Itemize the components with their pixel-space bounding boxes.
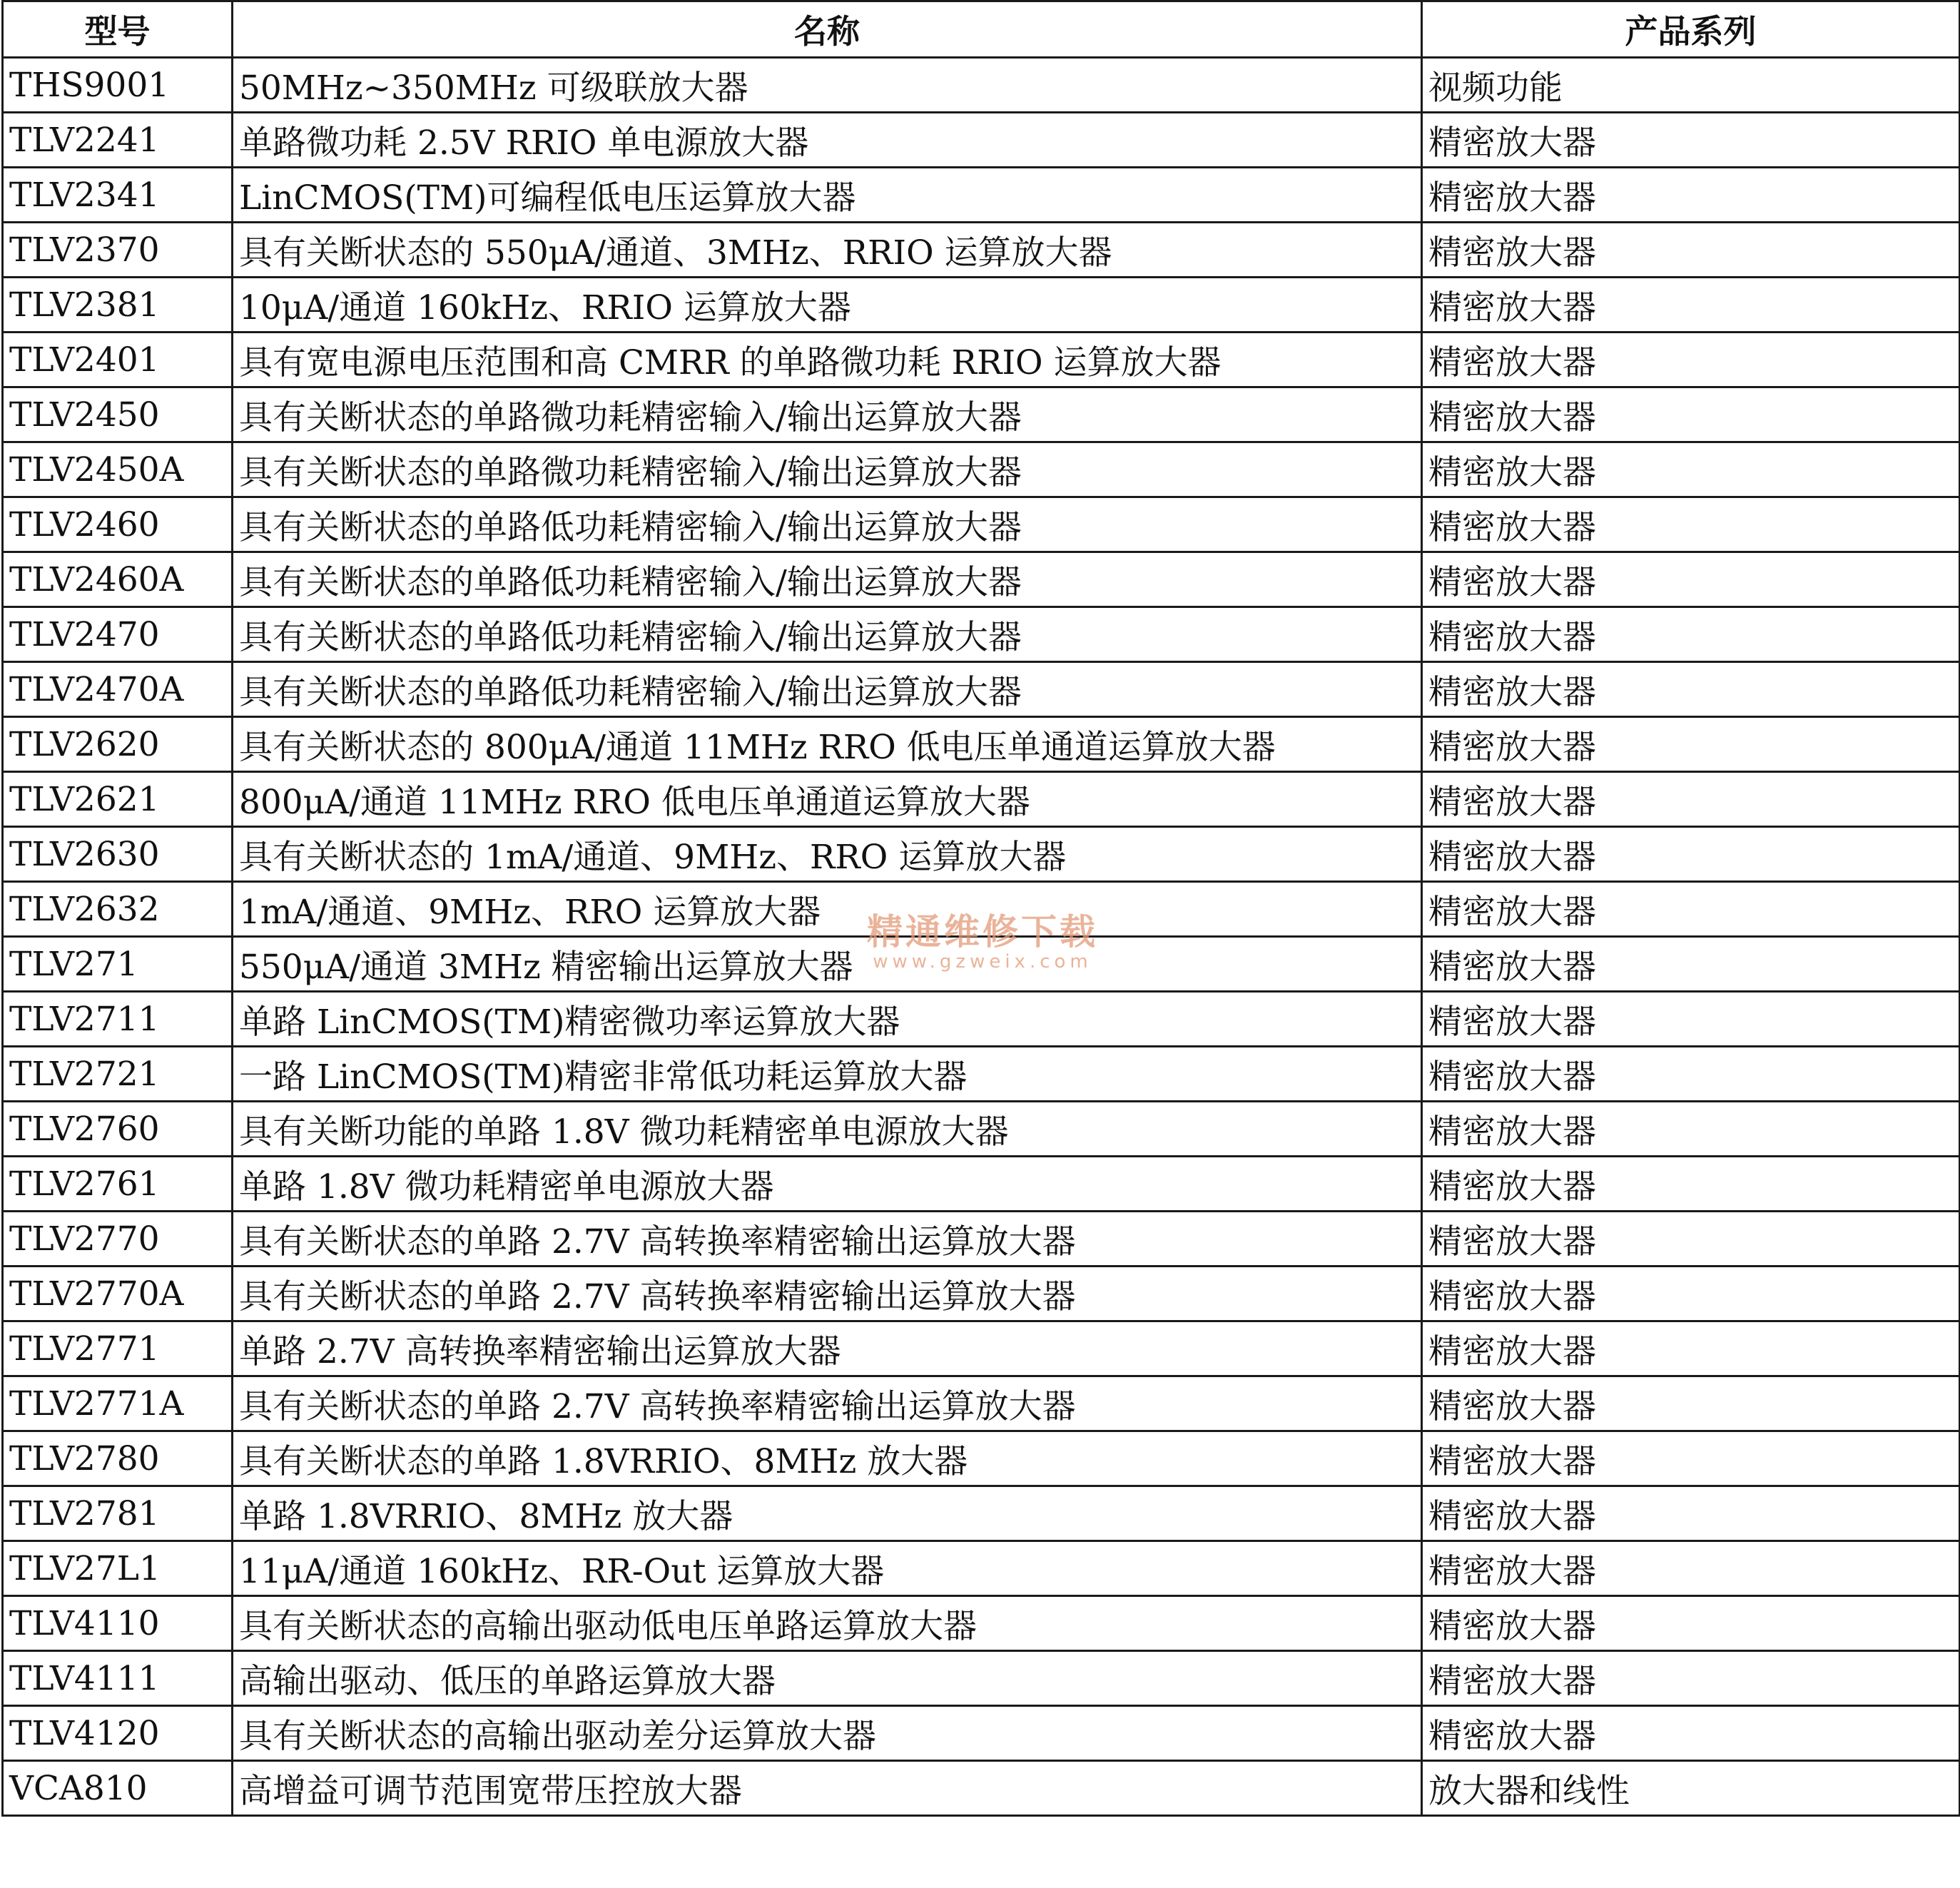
series-cell: 精密放大器 [1422, 1431, 1960, 1486]
model-cell: TLV2620 [3, 717, 233, 772]
model-cell: TLV2780 [3, 1431, 233, 1486]
table-row [3, 58, 1960, 113]
table-row [3, 168, 1960, 223]
series-cell: 精密放大器 [1422, 1376, 1960, 1431]
name-cell: 一路 LinCMOS(TM)精密非常低功耗运算放大器 [233, 1047, 1422, 1102]
name-cell: 具有宽电源电压范围和高 CMRR 的单路微功耗 RRIO 运算放大器 [233, 333, 1422, 387]
name-cell: 具有关断状态的单路低功耗精密输入/输出运算放大器 [233, 662, 1422, 717]
table-row [3, 278, 1960, 333]
series-cell: 精密放大器 [1422, 1706, 1960, 1761]
model-cell: TLV2621 [3, 772, 233, 827]
model-cell: TLV4120 [3, 1706, 233, 1761]
model-cell: TLV2771A [3, 1376, 233, 1431]
table-row [3, 937, 1960, 992]
name-cell: 具有关断状态的单路 2.7V 高转换率精密输出运算放大器 [233, 1376, 1422, 1431]
model-cell: TLV27L1 [3, 1541, 233, 1596]
table-row [3, 1486, 1960, 1541]
name-cell: 单路 1.8VRRIO、8MHz 放大器 [233, 1486, 1422, 1541]
model-cell: TLV2781 [3, 1486, 233, 1541]
table-row [3, 1596, 1960, 1651]
series-cell: 精密放大器 [1422, 552, 1960, 607]
series-cell: 精密放大器 [1422, 937, 1960, 992]
series-cell: 精密放大器 [1422, 827, 1960, 882]
table-row [3, 1102, 1960, 1157]
series-cell: 精密放大器 [1422, 223, 1960, 278]
series-cell: 放大器和线性 [1422, 1761, 1960, 1816]
series-cell: 精密放大器 [1422, 1047, 1960, 1102]
model-cell: TLV2241 [3, 113, 233, 168]
name-cell: 具有关断状态的单路低功耗精密输入/输出运算放大器 [233, 497, 1422, 552]
name-cell: 单路微功耗 2.5V RRIO 单电源放大器 [233, 113, 1422, 168]
series-cell: 精密放大器 [1422, 772, 1960, 827]
series-cell: 精密放大器 [1422, 168, 1960, 223]
model-cell: TLV2381 [3, 278, 233, 333]
model-cell: TLV2711 [3, 992, 233, 1047]
model-cell: TLV2470A [3, 662, 233, 717]
model-cell: TLV2341 [3, 168, 233, 223]
name-cell: 800μA/通道 11MHz RRO 低电压单通道运算放大器 [233, 772, 1422, 827]
table-row [3, 607, 1960, 662]
table-row [3, 772, 1960, 827]
table-row [3, 1376, 1960, 1431]
table-body [3, 58, 1960, 1816]
name-cell: 50MHz~350MHz 可级联放大器 [233, 58, 1422, 113]
table-row [3, 1267, 1960, 1321]
name-cell: 具有关断状态的 800μA/通道 11MHz RRO 低电压单通道运算放大器 [233, 717, 1422, 772]
model-cell: TLV2761 [3, 1157, 233, 1212]
name-cell: 单路 1.8V 微功耗精密单电源放大器 [233, 1157, 1422, 1212]
table-row [3, 1047, 1960, 1102]
header-series: 产品系列 [1422, 1, 1960, 58]
name-cell: 具有关断状态的单路 1.8VRRIO、8MHz 放大器 [233, 1431, 1422, 1486]
model-cell: TLV2450 [3, 387, 233, 442]
series-cell: 精密放大器 [1422, 333, 1960, 387]
model-cell: TLV2770A [3, 1267, 233, 1321]
name-cell: 高增益可调节范围宽带压控放大器 [233, 1761, 1422, 1816]
watermark-title: 精通维修下载 [867, 911, 1098, 953]
table-header [3, 1, 1960, 58]
table-row [3, 223, 1960, 278]
name-cell: 高输出驱动、低压的单路运算放大器 [233, 1651, 1422, 1706]
amplifier-spec-table [1, 0, 1960, 1817]
series-cell: 精密放大器 [1422, 113, 1960, 168]
table-row [3, 1651, 1960, 1706]
model-cell: TLV2630 [3, 827, 233, 882]
model-cell: TLV2470 [3, 607, 233, 662]
table-row [3, 1761, 1960, 1816]
name-cell: 具有关断状态的单路低功耗精密输入/输出运算放大器 [233, 552, 1422, 607]
header-model: 型号 [3, 1, 233, 58]
series-cell: 精密放大器 [1422, 1267, 1960, 1321]
name-cell: LinCMOS(TM)可编程低电压运算放大器 [233, 168, 1422, 223]
model-cell: TLV2370 [3, 223, 233, 278]
watermark-url: www.gzweix.com [873, 951, 1092, 973]
model-cell: TLV4111 [3, 1651, 233, 1706]
table-row [3, 1706, 1960, 1761]
model-cell: TLV4110 [3, 1596, 233, 1651]
model-cell: TLV2460A [3, 552, 233, 607]
series-cell: 视频功能 [1422, 58, 1960, 113]
table-row [3, 882, 1960, 937]
name-cell: 550μA/通道 3MHz 精密输出运算放大器 [233, 937, 1422, 992]
name-cell: 具有关断状态的单路微功耗精密输入/输出运算放大器 [233, 387, 1422, 442]
table-row [3, 113, 1960, 168]
table-row [3, 497, 1960, 552]
series-cell: 精密放大器 [1422, 1541, 1960, 1596]
series-cell: 精密放大器 [1422, 278, 1960, 333]
series-cell: 精密放大器 [1422, 387, 1960, 442]
name-cell: 具有关断状态的单路微功耗精密输入/输出运算放大器 [233, 442, 1422, 497]
series-cell: 精密放大器 [1422, 1212, 1960, 1267]
table-row [3, 1212, 1960, 1267]
table-row [3, 442, 1960, 497]
table-row [3, 552, 1960, 607]
model-cell: TLV2460 [3, 497, 233, 552]
model-cell: TLV2760 [3, 1102, 233, 1157]
series-cell: 精密放大器 [1422, 882, 1960, 937]
name-cell: 10μA/通道 160kHz、RRIO 运算放大器 [233, 278, 1422, 333]
table-row [3, 1431, 1960, 1486]
model-cell: VCA810 [3, 1761, 233, 1816]
header-name: 名称 [233, 1, 1422, 58]
model-cell: TLV2401 [3, 333, 233, 387]
series-cell: 精密放大器 [1422, 442, 1960, 497]
series-cell: 精密放大器 [1422, 1157, 1960, 1212]
header-row [3, 1, 1960, 58]
name-cell: 具有关断状态的高输出驱动低电压单路运算放大器 [233, 1596, 1422, 1651]
table-row [3, 827, 1960, 882]
name-cell: 具有关断状态的高输出驱动差分运算放大器 [233, 1706, 1422, 1761]
series-cell: 精密放大器 [1422, 1486, 1960, 1541]
model-cell: TLV2771 [3, 1321, 233, 1376]
series-cell: 精密放大器 [1422, 662, 1960, 717]
name-cell: 具有关断功能的单路 1.8V 微功耗精密单电源放大器 [233, 1102, 1422, 1157]
table-row [3, 662, 1960, 717]
model-cell: TLV2632 [3, 882, 233, 937]
series-cell: 精密放大器 [1422, 607, 1960, 662]
model-cell: TLV2770 [3, 1212, 233, 1267]
table-row [3, 1541, 1960, 1596]
name-cell: 具有关断状态的单路 2.7V 高转换率精密输出运算放大器 [233, 1267, 1422, 1321]
name-cell: 具有关断状态的 1mA/通道、9MHz、RRO 运算放大器 [233, 827, 1422, 882]
name-cell: 具有关断状态的单路 2.7V 高转换率精密输出运算放大器 [233, 1212, 1422, 1267]
model-cell: TLV2450A [3, 442, 233, 497]
model-cell: TLV2721 [3, 1047, 233, 1102]
document-page [1, 0, 1959, 1817]
series-cell: 精密放大器 [1422, 1651, 1960, 1706]
name-cell: 11μA/通道 160kHz、RR-Out 运算放大器 [233, 1541, 1422, 1596]
name-cell: 具有关断状态的 550μA/通道、3MHz、RRIO 运算放大器 [233, 223, 1422, 278]
table-row [3, 333, 1960, 387]
model-cell: TLV271 [3, 937, 233, 992]
series-cell: 精密放大器 [1422, 1596, 1960, 1651]
name-cell: 具有关断状态的单路低功耗精密输入/输出运算放大器 [233, 607, 1422, 662]
table-row [3, 992, 1960, 1047]
series-cell: 精密放大器 [1422, 717, 1960, 772]
model-cell: THS9001 [3, 58, 233, 113]
table-row [3, 717, 1960, 772]
series-cell: 精密放大器 [1422, 1321, 1960, 1376]
name-cell: 单路 LinCMOS(TM)精密微功率运算放大器 [233, 992, 1422, 1047]
table-row [3, 1321, 1960, 1376]
series-cell: 精密放大器 [1422, 497, 1960, 552]
name-cell: 单路 2.7V 高转换率精密输出运算放大器 [233, 1321, 1422, 1376]
name-cell: 1mA/通道、9MHz、RRO 运算放大器 [233, 882, 1422, 937]
table-row [3, 1157, 1960, 1212]
series-cell: 精密放大器 [1422, 1102, 1960, 1157]
table-row [3, 387, 1960, 442]
series-cell: 精密放大器 [1422, 992, 1960, 1047]
